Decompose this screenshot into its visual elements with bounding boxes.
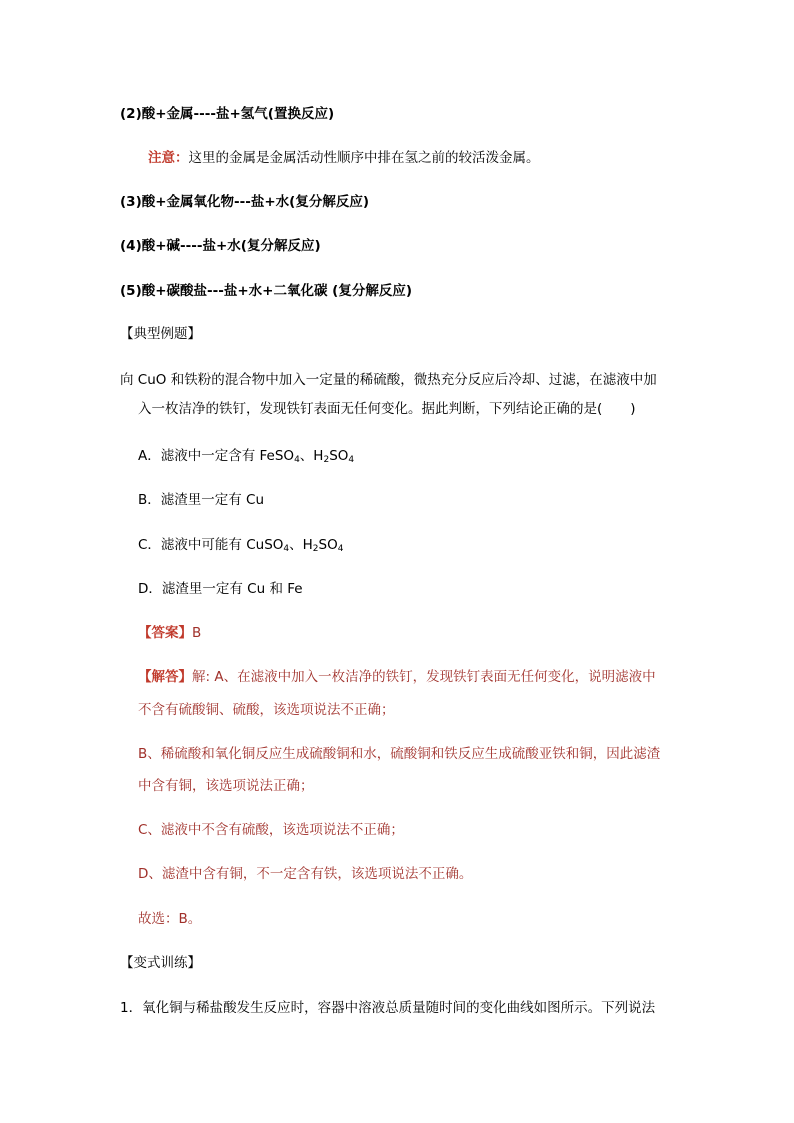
question-text: 入一枚洁净的铁钉，发现铁钉表面无任何变化。据此判断，下列结论正确的是( (138, 401, 603, 417)
note (148, 148, 540, 168)
rule-5: (5)酸+碳酸盐---盐+水+二氧化碳 (复分解反应) (120, 283, 413, 299)
analysis-b-line-1: B、稀硫酸和氧化铜反应生成硫酸铜和水，硫酸铜和铁反应生成硫酸亚铁和铜，因此滤渣 (138, 746, 661, 762)
conclusion: 故选：B。 (138, 911, 202, 927)
analysis-b-line-2: 中含有铜，该选项说法正确； (138, 778, 314, 794)
note-label: 注意： (148, 150, 189, 166)
option-b: B．滤渣里一定有 Cu (138, 492, 265, 508)
question-close-paren: ) (630, 401, 636, 417)
rule-3: (3)酸+金属氧化物---盐+水(复分解反应) (120, 194, 370, 210)
question-line-1: 向 CuO 和铁粉的混合物中加入一定量的稀硫酸，微热充分反应后冷却、过滤，在滤液中加 (120, 372, 657, 388)
answer-label: 【答案】 (138, 625, 192, 641)
practice-heading: 【变式训练】 (120, 955, 201, 971)
answer (138, 623, 201, 643)
analysis-d: D、滤渣中含有铜，不一定含有铁，该选项说法不正确。 (138, 866, 473, 882)
option-a: A．滤液中一定含有 FeSO$_4$、$H_2SO_4$ (138, 448, 355, 465)
option-c: C．滤液中可能有 CuSO$_4$、$H_2SO_4$ (138, 537, 344, 554)
answer-value: B (192, 625, 202, 641)
analysis-a-line-1: 【解答】解: A、在滤液中加入一枚洁净的铁钉，发现铁钉表面无任何变化，说明滤液中 (138, 669, 656, 685)
analysis-c: C、滤液中不含有硫酸，该选项说法不正确； (138, 822, 404, 838)
analysis-label: 【解答】 (138, 669, 192, 685)
rule-2: (2)酸+金属----盐+氢气(置换反应) (120, 106, 335, 122)
note-text: 这里的金属是金属活动性顺序中排在氢之前的较活泼金属。 (188, 150, 540, 166)
question-line-2 (138, 399, 636, 419)
practice-question-1: 1．氧化铜与稀盐酸发生反应时，容器中溶液总质量随时间的变化曲线如图所示。下列说法 (120, 1000, 656, 1016)
rule-4: (4)酸+碱----盐+水(复分解反应) (120, 238, 321, 254)
example-heading: 【典型例题】 (120, 326, 201, 342)
option-d: D．滤渣里一定有 Cu 和 Fe (138, 581, 303, 597)
analysis-a-line-2: 不含有硫酸铜、硫酸，该选项说法不正确； (138, 702, 395, 718)
